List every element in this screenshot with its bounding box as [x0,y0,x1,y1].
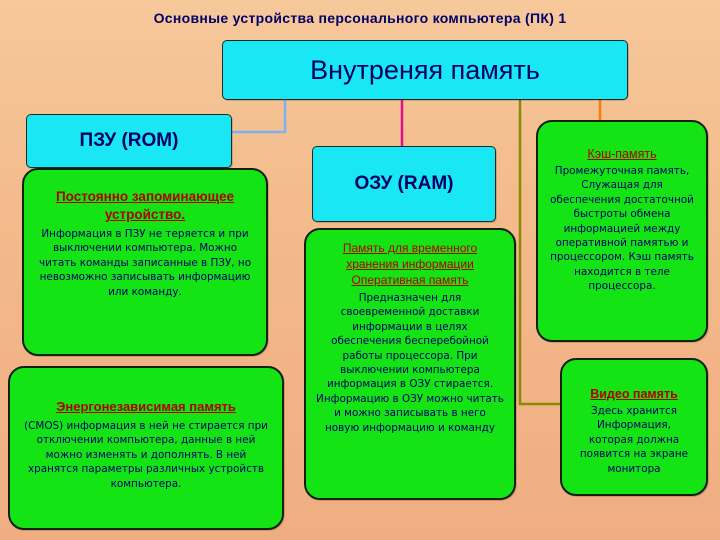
cache-body: Промежуточная память, Служащая для обеспечения достаточной быстроты обмена информацией между оперативной памятью и процессором. Кэш память находится в теле процессора. [550,165,694,293]
connector-rom [232,100,285,132]
video-memory-box [560,358,708,496]
cmos-body: (CMOS) информация в ней не стирается при отключении компьютера, данные в ней можно изменять и дополнять. В ней хранятся параметры различных устройств компьютера. [24,420,268,490]
ram-heading-temporary: Память для временного хранения информации [342,241,478,271]
rom-description-heading: Постоянно запоминающее устройство. [55,189,235,222]
node-rom-label: ПЗУ (ROM) [79,130,179,151]
ram-description-body: Предназначен для своевременной доставки информации в целях обеспечения бесперебойной работы процессора. При выключении компьютера информация в ОЗУ стирается. Информацию в ОЗУ можно читать и можно записывать в него новую информацию и команду [316,292,504,434]
node-rom [26,114,232,168]
rom-description-body: Информация в ПЗУ не теряется и при выключении компьютера. Можно читать команды записанные в ПЗУ, но невозможно записывать информацию или команду. [38,228,252,298]
cache-heading: Кэш-память [587,147,657,161]
node-ram-label: ОЗУ (RAM) [354,173,454,194]
ram-description-box [304,228,516,500]
video-heading: Видео память [590,387,678,401]
root-node-label: Внутреняя память [310,54,540,85]
cmos-heading: Энергонезависимая память [56,399,236,414]
ram-heading-operative: Оперативная память [351,273,469,287]
video-body: Здесь хранится Информация, которая должна появится на экране монитора [579,405,689,475]
node-ram [312,146,496,222]
cmos-box [8,366,284,530]
root-node-internal-memory [222,40,628,100]
cache-memory-box [536,120,708,342]
rom-description-box [22,168,268,356]
page-title: Основные устройства персонального компьютера (ПК) 1 [153,10,567,26]
